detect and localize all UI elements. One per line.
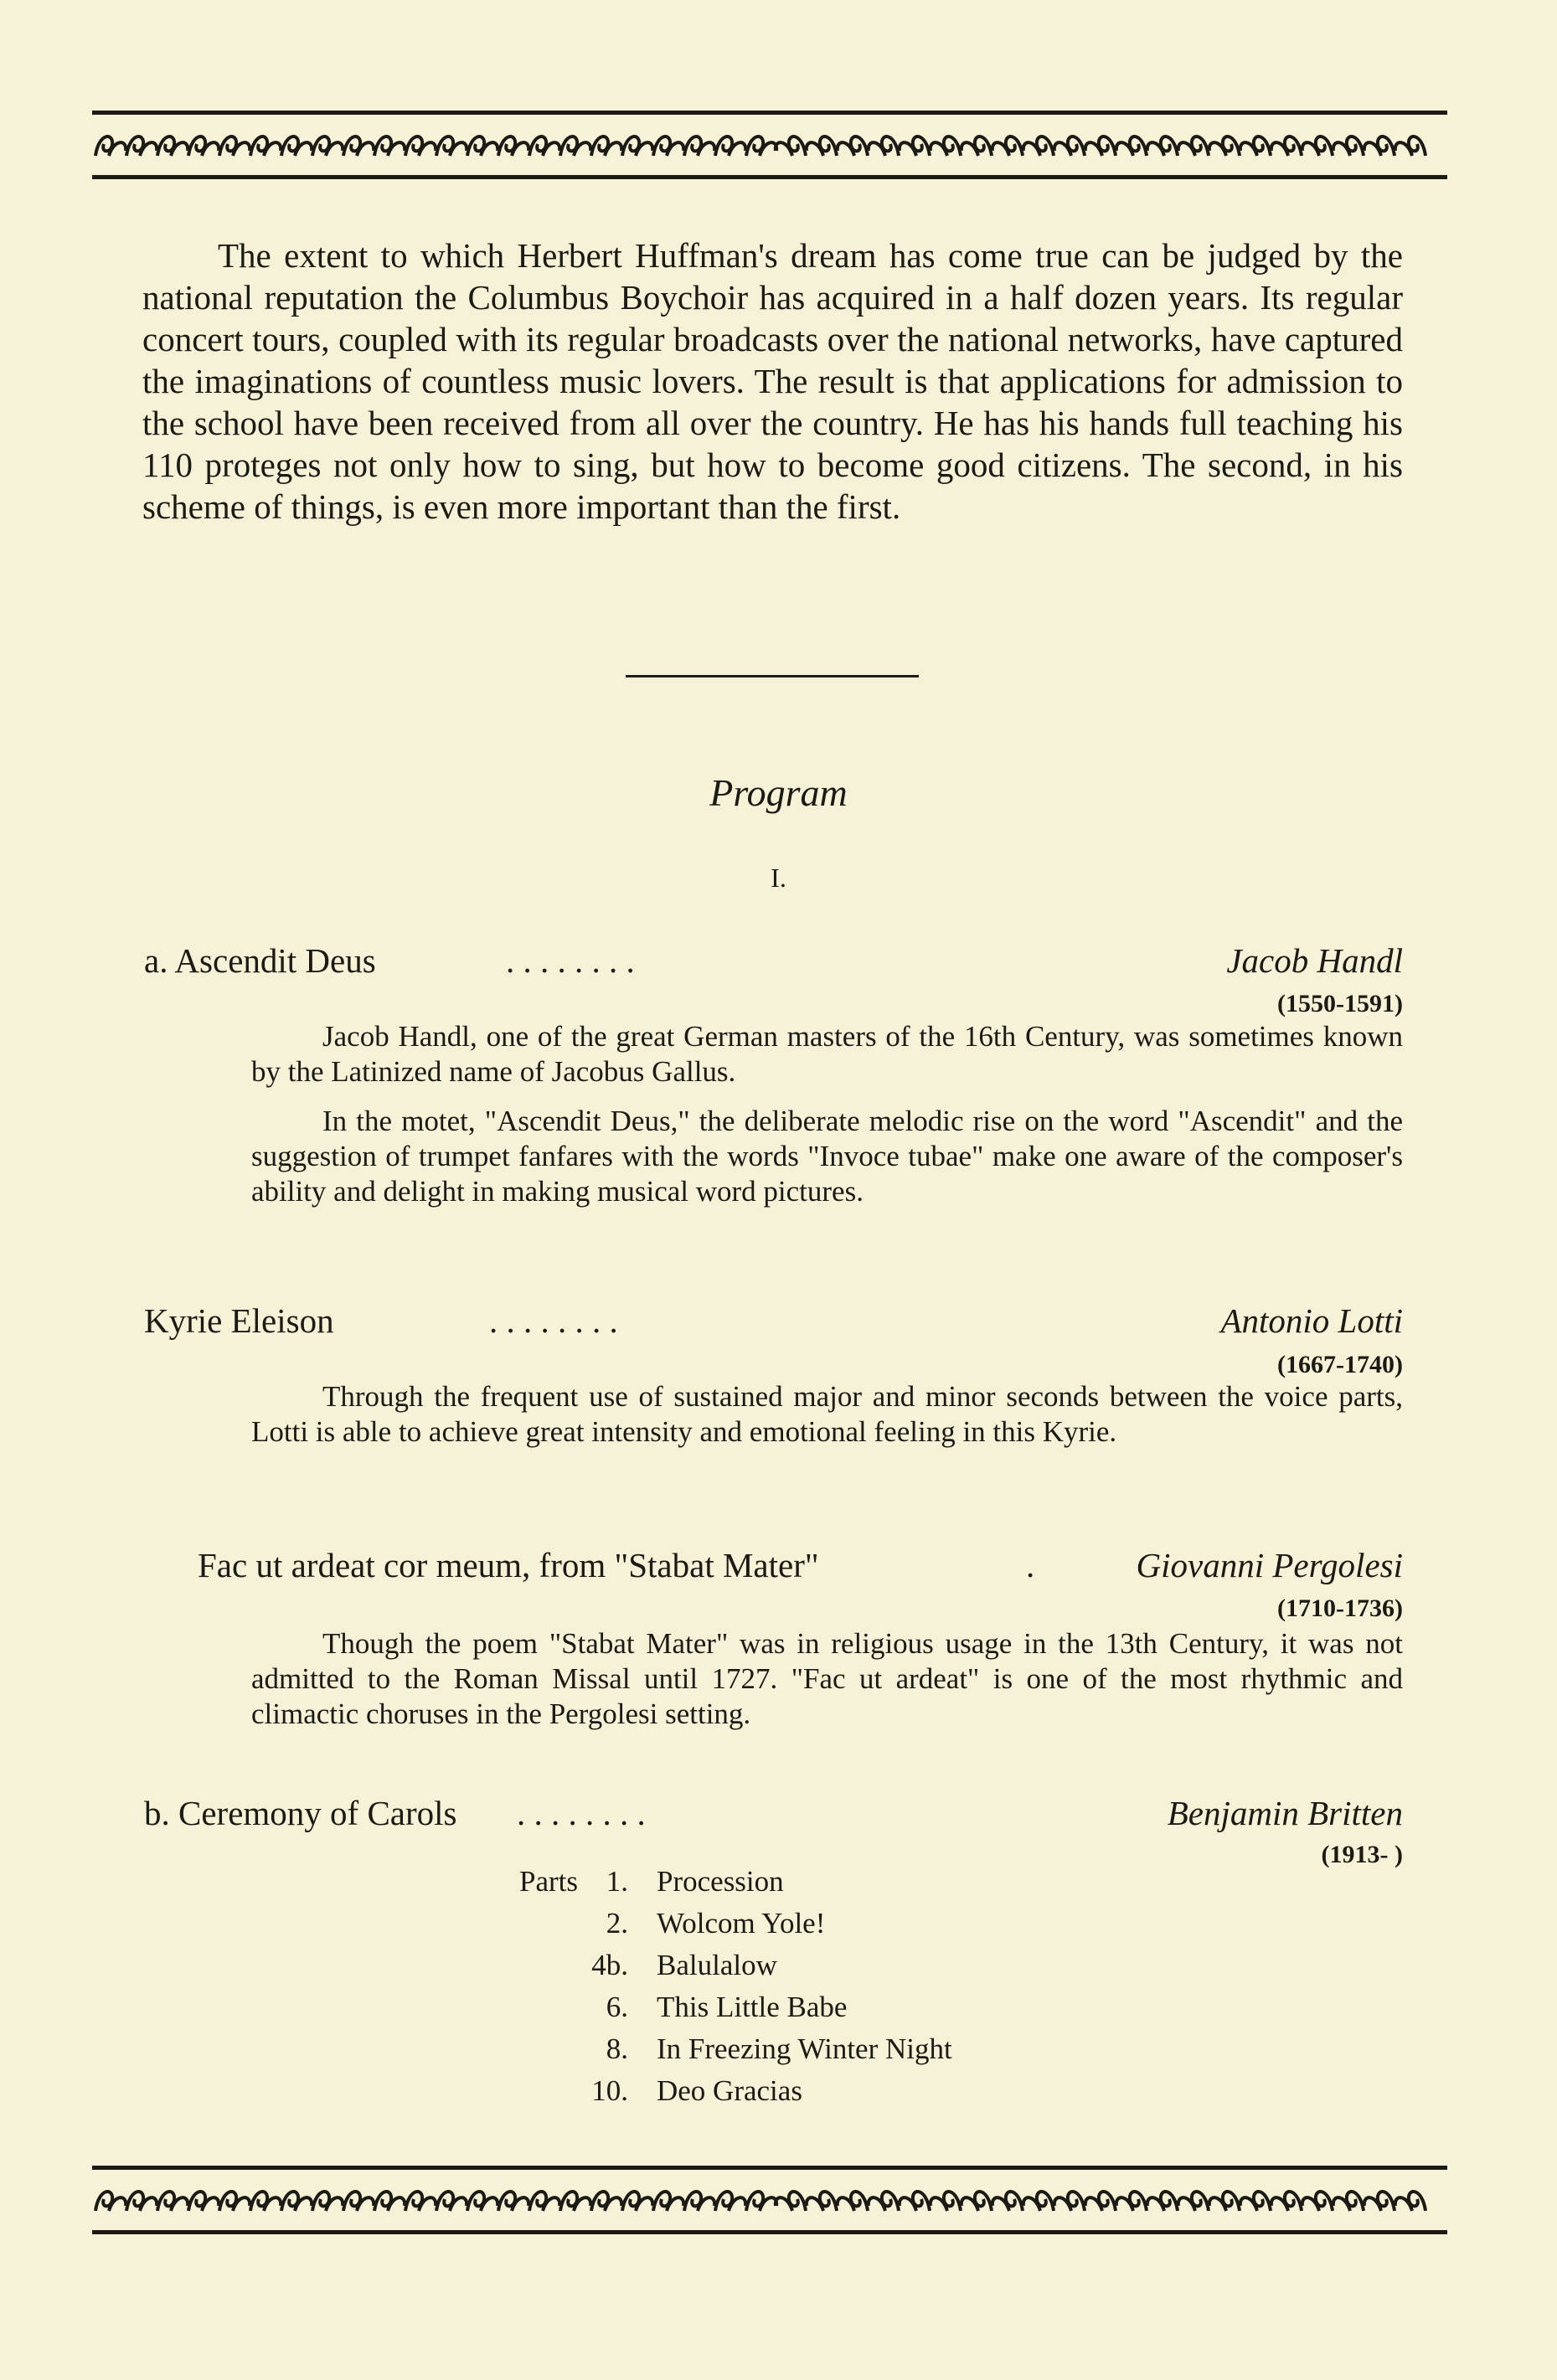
border-rule xyxy=(92,111,1447,115)
list-item xyxy=(519,1907,1106,1949)
part-name: Deo Gracias xyxy=(657,2074,802,2107)
part-name: Procession xyxy=(657,1865,784,1898)
list-item xyxy=(519,1991,1106,2032)
composer-name: Jacob Handl xyxy=(1226,941,1403,980)
program-note: Through the frequent use of sustained major and minor seconds between the voice parts, Lotti is able to achieve great intensity and emotional feeling in this Kyrie. xyxy=(251,1380,1403,1448)
list-item xyxy=(519,2032,1106,2074)
part-number: 4b. xyxy=(591,1949,628,1981)
part-name: Balulalow xyxy=(657,1949,777,1981)
leader-dots: . . . . . . . . xyxy=(506,941,635,980)
program-item xyxy=(144,1545,1403,1592)
bottom-ornamental-border xyxy=(92,2166,1447,2234)
program-item xyxy=(144,940,1403,987)
composer-name: Antonio Lotti xyxy=(1220,1301,1403,1340)
leader-dots: . . . . . . . . xyxy=(517,1794,646,1832)
divider-rule xyxy=(626,675,919,677)
list-item xyxy=(519,1949,1106,1991)
piece-title: a. Ascendit Deus xyxy=(144,941,376,980)
composer-dates: (1710-1736) xyxy=(1277,1594,1403,1622)
part-number: 8. xyxy=(606,2032,628,2065)
program-item xyxy=(144,1793,1403,1840)
list-item xyxy=(519,2074,1106,2116)
intro-paragraph: The extent to which Herbert Huffman's dream has come true can be judged by the national reputation the Columbus Boychoir has acquired in a half dozen years. Its regular concert tours, coupled with its regular broadcasts over the national networks, have captured the imaginations of countless music lovers. The result is that applications for admission to the school have been received from all over the country. He has his hands full teaching his 110 proteges not only how to sing, but how to become good citizens. The second, in his scheme of things, is even more important than the first. xyxy=(142,236,1403,526)
piece-title: Fac ut ardeat cor meum, from "Stabat Mater" xyxy=(198,1546,819,1584)
part-number: 1. xyxy=(606,1865,628,1898)
part-number: 2. xyxy=(606,1907,628,1940)
program-note: In the motet, "Ascendit Deus," the deliberate melodic rise on the word "Ascendit" and the suggestion of trumpet fanfares with the words "Invoce tubae" make one aware of the composer's ability and delight in making musical word pictures. xyxy=(251,1105,1403,1208)
leader-dots: . xyxy=(1026,1546,1035,1584)
scroll-ornament-path xyxy=(95,2192,1426,2211)
scroll-ornament-icon xyxy=(92,124,1447,166)
border-rule xyxy=(92,175,1447,179)
composer-dates: (1550-1591) xyxy=(1277,990,1403,1017)
program-note: Jacob Handl, one of the great German masters of the 16th Century, was sometimes known by the Latinized name of Jacobus Gallus. xyxy=(251,1020,1403,1088)
program-heading: Program xyxy=(709,771,848,814)
border-rule xyxy=(92,2166,1447,2170)
parts-label: Parts xyxy=(519,1865,578,1898)
list-item xyxy=(519,1865,1106,1907)
part-name: Wolcom Yole! xyxy=(657,1907,826,1940)
part-number: 6. xyxy=(606,1991,628,2023)
program-note: Though the poem "Stabat Mater" was in religious usage in the 13th Century, it was not admitted to the Roman Missal until 1727. "Fac ut ardeat" is one of the most rhythmic and climactic choruses in the Pergolesi setting. xyxy=(251,1627,1403,1730)
top-ornamental-border xyxy=(92,111,1447,179)
leader-dots: . . . . . . . . xyxy=(489,1301,618,1340)
part-number: 10. xyxy=(591,2074,628,2107)
composer-dates: (1913- ) xyxy=(1321,1841,1403,1868)
program-item xyxy=(144,1301,1403,1347)
composer-dates: (1667-1740) xyxy=(1277,1351,1403,1378)
scroll-ornament-icon xyxy=(92,2179,1447,2221)
composer-name: Giovanni Pergolesi xyxy=(1136,1546,1403,1584)
section-number: I. xyxy=(771,863,786,893)
border-rule xyxy=(92,2230,1447,2234)
part-name: This Little Babe xyxy=(657,1991,848,2023)
composer-name: Benjamin Britten xyxy=(1167,1794,1403,1832)
piece-title: Kyrie Eleison xyxy=(144,1301,334,1340)
part-name: In Freezing Winter Night xyxy=(657,2032,952,2065)
piece-title: b. Ceremony of Carols xyxy=(144,1794,457,1832)
scroll-ornament-path xyxy=(95,137,1426,156)
